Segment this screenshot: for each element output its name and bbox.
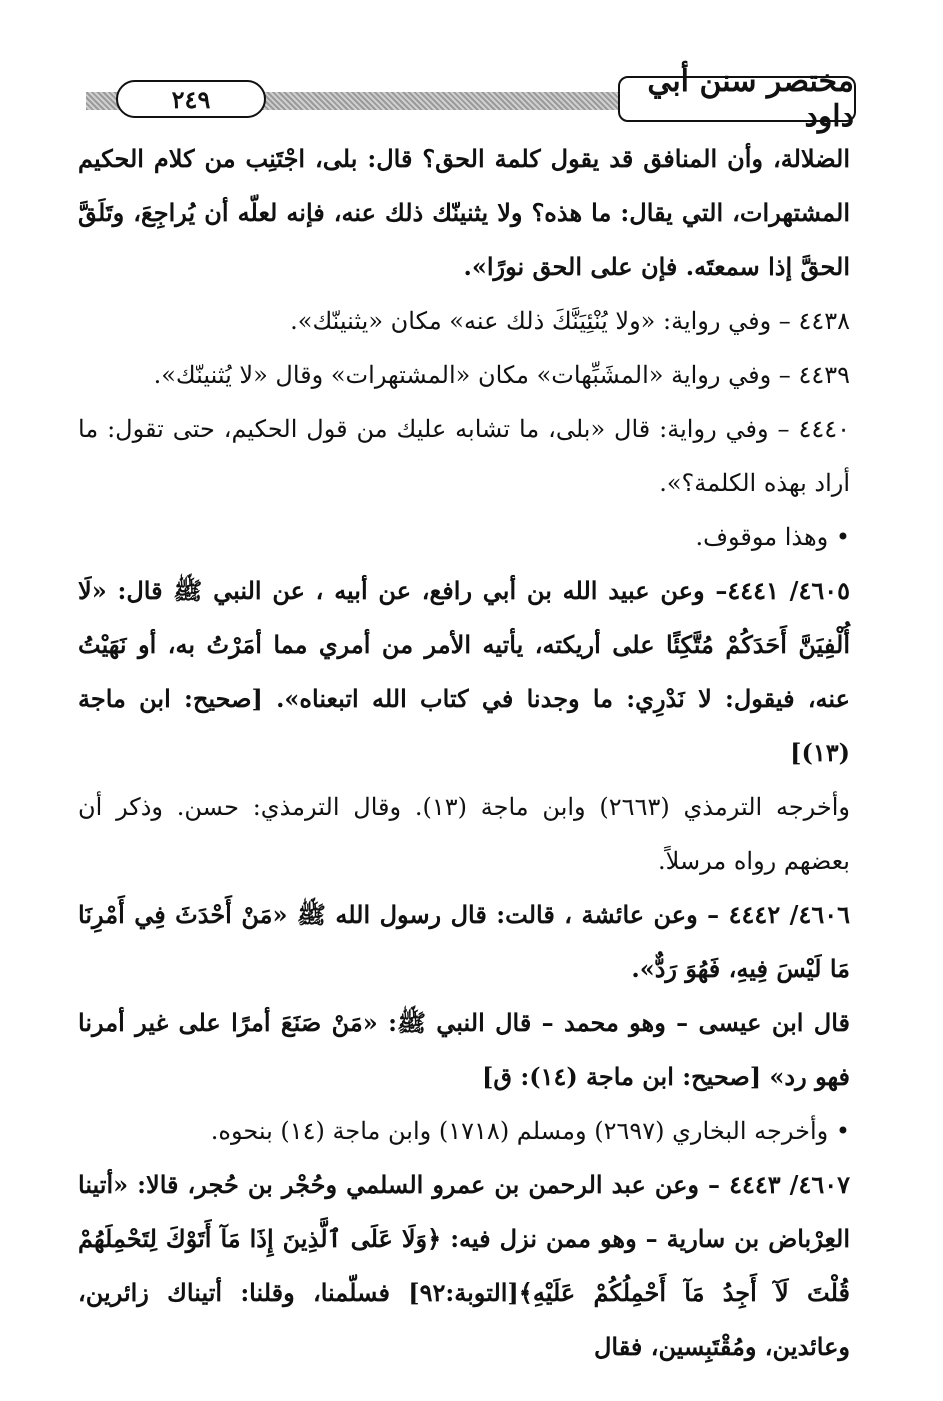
takhrij-4442: • وأخرجه البخاري (٢٦٩٧) ومسلم (١٧١٨) وابن ماجة (١٤) بنحوه. — [210, 1117, 850, 1145]
hadith-4442-variant: قال ابن عيسى – وهو محمد – قال النبي ﷺ: «مَنْ صَنَعَ أمرًا على غير أمرنا فهو رد» [صحيح: ابن ماجة (١٤): ق] — [78, 1008, 850, 1091]
page-header — [86, 64, 856, 134]
takhrij-4441: وأخرجه الترمذي (٢٦٦٣) وابن ماجة (١٣). وقال الترمذي: حسن. وذكر أن بعضهم رواه مرسلاً. — [78, 793, 850, 875]
paragraph-4440: ٤٤٤٠ – وفي رواية: قال «بلى، ما تشابه عليك من قول الحكيم، حتى تقول: ما أراد بهذه الكلمة؟». — [78, 415, 850, 497]
paragraph-4438: ٤٤٣٨ – وفي رواية: «ولا يُنْئِيَنَّكَ ذلك عنه» مكان «يثنينّك». — [290, 307, 850, 335]
hadith-4441: ٤٦٠٥/ ٤٤٤١– وعن عبيد الله بن أبي رافع، عن أبيه ، عن النبي ﷺ قال: «لَا أُلْفِيَنَّ أَحَدَكُمْ مُتَّكِئًا على أريكته، يأتيه الأمر من أمري مما أمَرْتُ به، أو نَهَيْتُ عنه، فيقول: لا نَدْرِي: ما وجدنا في كتاب الله اتبعناه». [صحيح: ابن ماجة (١٣)] — [78, 576, 851, 767]
hadith-4443: ٤٦٠٧/ ٤٤٤٣ – وعن عبد الرحمن بن عمرو السلمي وحُجْر بن حُجر، قالا: «أتينا العِرْباض بن سارية – وهو ممن نزل فيه: ﴿وَلَا عَلَى ٱلَّذِينَ إِذَا مَآ أَتَوْكَ لِتَحْمِلَهُمْ قُلْتَ لَآ أَجِدُ مَآ أَحْمِلُكُمْ عَلَيْهِ﴾[التوبة:٩٢] فسلّمنا، وقلنا: أتيناك زائرين، وعائدين، ومُقْتَبِسين، فقال — [78, 1170, 851, 1361]
paragraph-continuation: الضلالة، وأن المنافق قد يقول كلمة الحق؟ قال: بلى، اجْتَنِب من كلام الحكيم المشتهرات، التي يقال: ما هذه؟ ولا يثنينّك ذلك عنه، فإنه لعلّه أن يُراجِعَ، وتَلَقَّ الحقَّ إذا سمعتَه. فإن على الحق نورًا». — [78, 144, 850, 281]
book-title: مختصر سنن أبي داود — [618, 76, 856, 122]
page-number: ٢٤٩ — [116, 80, 266, 118]
hadith-4442: ٤٦٠٦/ ٤٤٤٢ – وعن عائشة ، قالت: قال رسول الله ﷺ «مَنْ أَحْدَثَ فِي أَمْرِنَا مَا لَيْسَ فِيهِ، فَهُوَ رَدٌّ». — [78, 900, 850, 983]
paragraph-4439: ٤٤٣٩ – وفي رواية «المشَبِّهات» مكان «المشتهرات» وقال «لا يُثنينّك». — [153, 361, 850, 389]
page-body — [78, 132, 850, 1374]
note-mawquf: • وهذا موقوف. — [695, 523, 850, 551]
